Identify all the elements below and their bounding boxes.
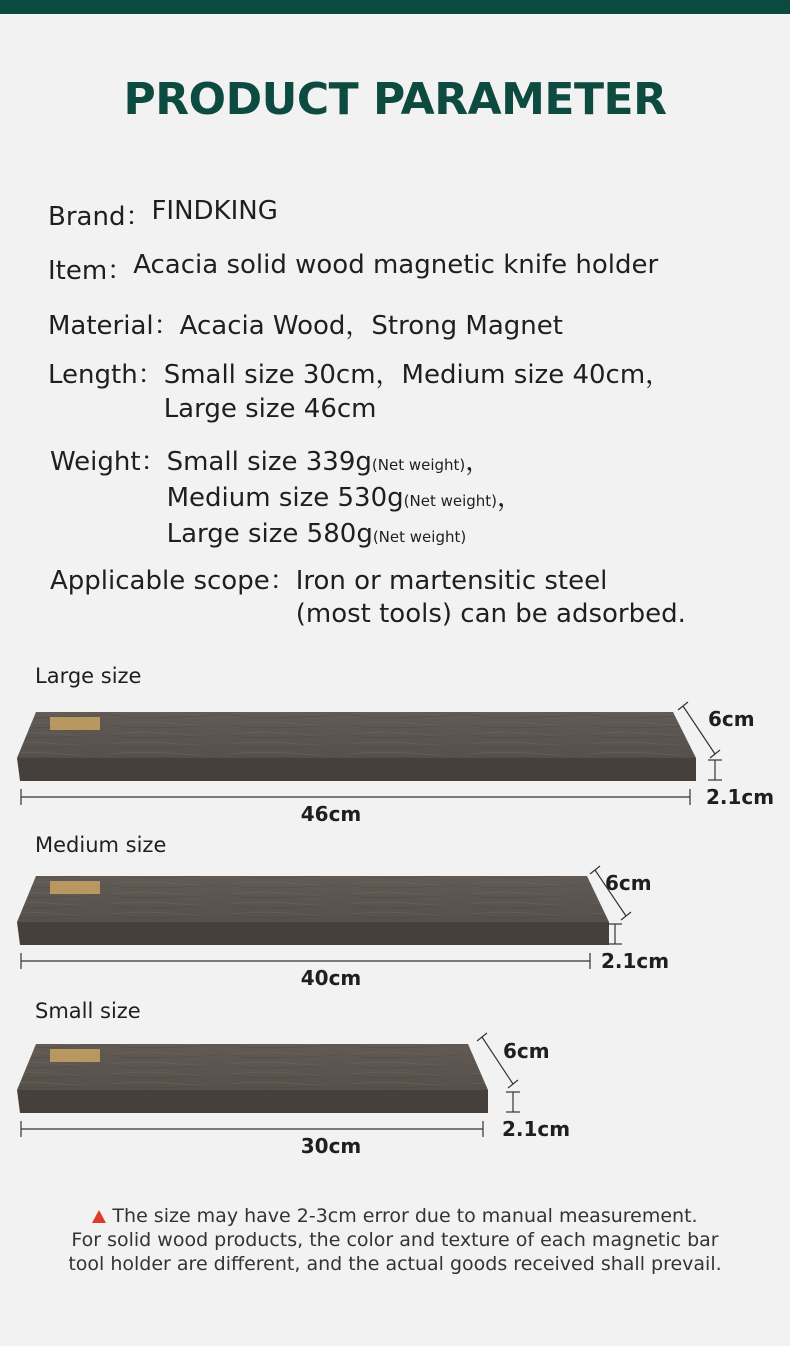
page-title: PRODUCT PARAMETER	[123, 74, 667, 125]
dim-small-length: 30cm	[300, 1134, 362, 1158]
bar-small	[17, 1044, 488, 1113]
brand-logo-small	[50, 1049, 100, 1062]
size-label-large: Large size	[35, 664, 142, 688]
warning-icon	[92, 1210, 106, 1223]
brand-label: Brand：	[48, 202, 152, 232]
item-label: Item：	[48, 256, 134, 286]
length-line-2: Large size 46cm	[163, 394, 377, 424]
material-value: Acacia Wood，Strong Magnet	[179, 311, 563, 341]
size-label-medium: Medium size	[35, 833, 167, 857]
bar-medium	[17, 876, 609, 945]
footer-line-2: For solid wood products, the color and texture of each magnetic bar	[71, 1229, 719, 1251]
length-line-1: Small size 30cm，Medium size 40cm，	[163, 360, 672, 390]
brand-logo-medium	[50, 881, 100, 894]
footer-line-1: The size may have 2-3cm error due to manual measurement.	[0, 1204, 790, 1228]
weight-line-medium: Medium size 530g(Net weight)，	[166, 483, 524, 513]
bar-large	[17, 712, 696, 781]
weight-line-large: Large size 580g(Net weight)	[166, 519, 467, 549]
dim-small-width: 6cm	[503, 1039, 550, 1063]
scope-line-2: (most tools) can be adsorbed.	[295, 599, 686, 629]
material-label: Material：	[48, 311, 180, 341]
scope-line-1: Iron or martensitic steel	[295, 566, 608, 596]
item-value: Acacia solid wood magnetic knife holder	[133, 250, 659, 280]
dim-small-thickness: 2.1cm	[502, 1117, 571, 1141]
footer-note	[0, 1204, 790, 1276]
dim-medium-length: 40cm	[300, 966, 362, 990]
dim-medium-width: 6cm	[605, 871, 652, 895]
brand-value: FINDKING	[151, 196, 278, 226]
length-label: Length：	[48, 360, 164, 390]
dim-large-length: 46cm	[300, 802, 362, 826]
dim-medium-thickness: 2.1cm	[601, 949, 670, 973]
dim-large-width: 6cm	[708, 707, 755, 731]
scope-label: Applicable scope：	[50, 566, 296, 596]
weight-line-small: Small size 339g(Net weight)，	[166, 447, 492, 477]
footer-line-3: tool holder are different, and the actual goods received shall prevail.	[68, 1253, 722, 1275]
brand-logo-large	[50, 717, 100, 730]
dim-large-thickness: 2.1cm	[706, 785, 775, 809]
size-label-small: Small size	[35, 999, 141, 1023]
weight-label: Weight：	[50, 447, 167, 477]
